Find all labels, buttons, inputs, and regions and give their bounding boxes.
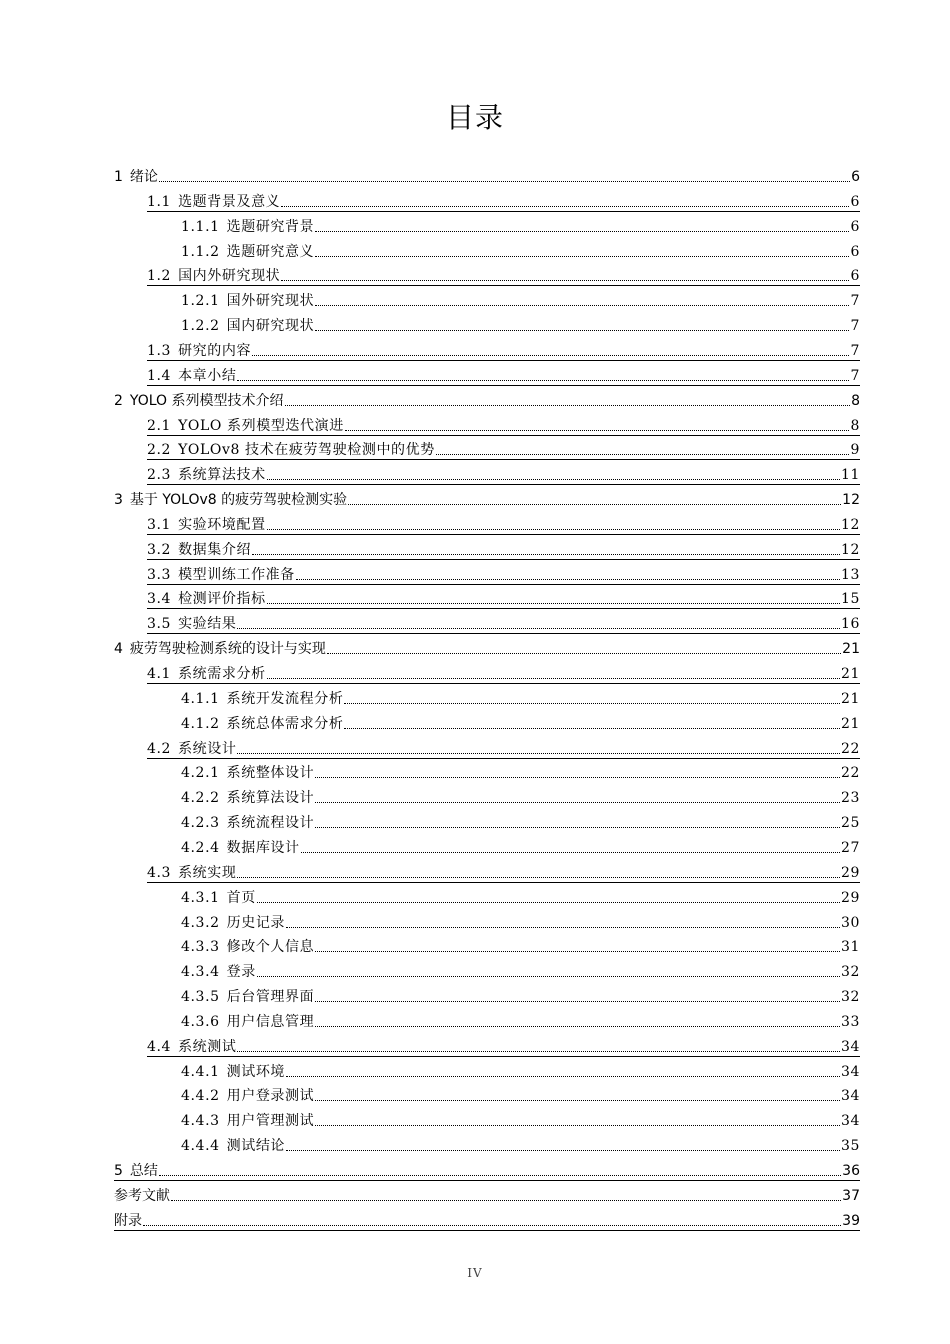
toc-entry-label: 登录 xyxy=(226,964,256,981)
toc-entry-number: 4.4.3 xyxy=(181,1113,220,1130)
toc-entry[interactable] xyxy=(114,390,860,410)
toc-entry-page: 29 xyxy=(840,864,860,881)
toc-entry-label: 数据库设计 xyxy=(226,839,300,856)
toc-entry-page: 29 xyxy=(840,889,860,906)
toc-entry[interactable] xyxy=(147,464,860,485)
toc-entry-page: 15 xyxy=(840,591,860,608)
toc-entry-page: 34 xyxy=(840,1113,860,1130)
toc-dot-leader xyxy=(315,329,849,331)
toc-entry-label: 首页 xyxy=(226,889,256,906)
toc-entry[interactable] xyxy=(114,489,860,509)
toc-dot-leader xyxy=(286,926,840,928)
toc-entry[interactable] xyxy=(114,638,860,658)
toc-entry[interactable] xyxy=(147,365,860,386)
toc-entry-number: 3.1 xyxy=(147,516,172,533)
toc-entry-label: 绪论 xyxy=(129,169,158,185)
toc-entry-number: 2.1 xyxy=(147,417,172,434)
toc-dot-leader xyxy=(315,1099,840,1101)
toc-entry-number: 4.4.2 xyxy=(181,1088,220,1105)
toc-entry-label: 选题研究背景 xyxy=(226,218,315,235)
toc-entry-label: 国内外研究现状 xyxy=(178,268,281,285)
toc-dot-leader xyxy=(171,1199,841,1201)
toc-entry[interactable] xyxy=(181,1085,860,1105)
toc-entry[interactable] xyxy=(181,837,860,857)
toc-entry-label: 测试结论 xyxy=(226,1138,286,1155)
toc-entry-label: 实验环境配置 xyxy=(178,516,266,533)
toc-entry[interactable] xyxy=(181,290,860,310)
toc-dot-leader xyxy=(315,950,840,952)
toc-entry-label: 系统设计 xyxy=(178,740,237,757)
toc-entry-number: 3.4 xyxy=(147,591,172,608)
toc-entry-number: 2.2 xyxy=(147,442,172,459)
toc-entry-label: 系统开发流程分析 xyxy=(226,690,344,707)
toc-entry-label: 后台管理界面 xyxy=(226,989,315,1006)
toc-entry-label: 研究的内容 xyxy=(178,342,252,359)
toc-entry-label: 本章小结 xyxy=(178,367,237,384)
toc-entry[interactable] xyxy=(147,1036,860,1057)
toc-dot-leader xyxy=(348,503,841,505)
toc-entry-page: 8 xyxy=(851,392,860,409)
toc-entry-label: 总结 xyxy=(129,1163,158,1179)
toc-dot-leader xyxy=(237,876,840,878)
toc-entry-number: 4.4.4 xyxy=(181,1138,220,1155)
toc-entry-label: 历史记录 xyxy=(226,914,286,931)
toc-entry-page: 34 xyxy=(840,1038,860,1055)
toc-entry-number: 3.3 xyxy=(147,566,172,583)
toc-entry-page: 35 xyxy=(840,1138,860,1155)
toc-entry-number: 4.2.4 xyxy=(181,839,220,856)
toc-entry[interactable] xyxy=(181,961,860,981)
toc-entry-number: 4.1.1 xyxy=(181,690,220,707)
toc-entry[interactable] xyxy=(114,1210,860,1231)
toc-entry[interactable] xyxy=(147,415,860,436)
toc-entry[interactable] xyxy=(114,166,860,186)
toc-entry-page: 34 xyxy=(840,1063,860,1080)
toc-dot-leader xyxy=(286,1075,840,1077)
toc-entry[interactable] xyxy=(181,936,860,956)
toc-dot-leader xyxy=(237,379,849,381)
toc-dot-leader xyxy=(267,528,840,530)
toc-dot-leader xyxy=(345,429,850,431)
toc-dot-leader xyxy=(301,851,840,853)
toc-dot-leader xyxy=(315,1000,840,1002)
toc-entry-label: 修改个人信息 xyxy=(226,939,315,956)
toc-entry[interactable] xyxy=(181,912,860,932)
toc-entry-page: 7 xyxy=(850,293,860,310)
toc-entry-label: 国外研究现状 xyxy=(226,293,315,310)
toc-entry-page: 6 xyxy=(850,268,860,285)
toc-entry-number: 1.4 xyxy=(147,367,172,384)
toc-dot-leader xyxy=(327,652,841,654)
toc-entry[interactable] xyxy=(181,241,860,261)
toc-entry-page: 13 xyxy=(840,566,860,583)
toc-entry-label: 检测评价指标 xyxy=(178,591,266,608)
toc-entry-number: 1.2.2 xyxy=(181,318,220,335)
toc-entry-page: 7 xyxy=(850,318,860,335)
toc-entry-label: 系统测试 xyxy=(178,1038,237,1055)
toc-entry-page: 39 xyxy=(842,1212,860,1229)
toc-dot-leader xyxy=(159,1174,841,1176)
toc-entry-number: 1.3 xyxy=(147,342,172,359)
toc-entry-page: 22 xyxy=(840,740,860,757)
toc-entry[interactable] xyxy=(181,713,860,733)
toc-entry-number: 4.3.6 xyxy=(181,1013,220,1030)
toc-dot-leader xyxy=(252,354,849,356)
toc-dot-leader xyxy=(315,230,849,232)
toc-entry-page: 6 xyxy=(850,193,860,210)
toc-entry-page: 8 xyxy=(850,417,860,434)
toc-entry-page: 21 xyxy=(842,641,860,658)
toc-entry-label: 用户信息管理 xyxy=(226,1013,315,1030)
toc-entry-page: 33 xyxy=(840,1013,860,1030)
page-title: 目录 xyxy=(445,101,504,134)
toc-entry-page: 31 xyxy=(840,939,860,956)
toc-entry[interactable] xyxy=(147,663,860,684)
toc-entry[interactable] xyxy=(147,564,860,585)
toc-entry-label: 数据集介绍 xyxy=(178,541,252,558)
toc-entry-label: 用户登录测试 xyxy=(226,1088,315,1105)
toc-entry-label: 测试环境 xyxy=(226,1063,286,1080)
toc-dot-leader xyxy=(237,752,840,754)
toc-entry-label: 选题研究意义 xyxy=(226,243,315,260)
toc-dot-leader xyxy=(315,1124,840,1126)
toc-entry-page: 37 xyxy=(842,1187,860,1204)
toc-entry[interactable] xyxy=(147,613,860,634)
toc-entry-page: 6 xyxy=(851,169,860,185)
toc-entry-number: 1.1.1 xyxy=(181,218,220,235)
toc-entry-number: 4.2.1 xyxy=(181,765,220,782)
toc-entry-label: 系统整体设计 xyxy=(226,765,315,782)
toc-entry-page: 16 xyxy=(840,616,860,633)
toc-entry-label: 疲劳驾驶检测系统的设计与实现 xyxy=(129,641,326,658)
toc-entry-page: 7 xyxy=(850,367,860,384)
toc-entry-label: YOLOv8 技术在疲劳驾驶检测中的优势 xyxy=(178,442,435,459)
toc-entry[interactable] xyxy=(147,265,860,286)
toc-entry[interactable] xyxy=(147,539,860,560)
toc-entry[interactable] xyxy=(147,340,860,361)
toc-entry-number: 1.1 xyxy=(147,193,172,210)
toc-dot-leader xyxy=(281,205,849,207)
toc-entry-number: 1.2.1 xyxy=(181,293,220,310)
toc-entry-label: YOLO 系列模型技术介绍 xyxy=(129,392,284,409)
page-footer-number: IV xyxy=(467,1266,483,1280)
toc-entry-page: 25 xyxy=(840,815,860,832)
toc-entry[interactable] xyxy=(181,315,860,335)
toc-entry-page: 32 xyxy=(840,964,860,981)
toc-dot-leader xyxy=(281,279,849,281)
toc-dot-leader xyxy=(267,602,840,604)
toc-entry[interactable] xyxy=(114,1185,860,1205)
toc-entry-label: 系统需求分析 xyxy=(178,666,266,682)
toc-dot-leader xyxy=(267,478,840,480)
toc-entry[interactable] xyxy=(181,1061,860,1081)
toc-entry-page: 6 xyxy=(850,243,860,260)
toc-entry-label: 模型训练工作准备 xyxy=(178,566,295,583)
toc-entry-page: 22 xyxy=(840,765,860,782)
toc-entry-number: 2 xyxy=(114,392,123,409)
toc-entry[interactable] xyxy=(114,1160,860,1181)
toc-dot-leader xyxy=(436,453,850,455)
toc-dot-leader xyxy=(315,776,840,778)
toc-entry-page: 9 xyxy=(850,442,860,459)
toc-entry-label: 用户管理测试 xyxy=(226,1113,315,1130)
toc-entry[interactable] xyxy=(147,514,860,535)
toc-entry-label: 系统算法技术 xyxy=(178,467,266,484)
toc-entry-page: 21 xyxy=(840,666,860,682)
toc-entry[interactable] xyxy=(181,1011,860,1031)
toc-entry-number: 4.3.3 xyxy=(181,939,220,956)
toc-entry[interactable] xyxy=(181,812,860,832)
toc-entry-page: 21 xyxy=(840,690,860,707)
toc-entry-label: YOLO 系列模型迭代演进 xyxy=(178,417,344,434)
toc-entry[interactable] xyxy=(181,1135,860,1155)
toc-entry[interactable] xyxy=(181,887,860,907)
toc-dot-leader xyxy=(257,975,840,977)
toc-entry-number: 4.2.2 xyxy=(181,790,220,807)
toc-entry-number: 3 xyxy=(114,492,123,509)
toc-entry-page: 12 xyxy=(840,516,860,533)
toc-entry-number: 4.3.1 xyxy=(181,889,220,906)
toc-entry-number: 4 xyxy=(114,641,123,658)
toc-entry-number: 2.3 xyxy=(147,467,172,484)
toc-entry-number: 5 xyxy=(114,1163,123,1179)
toc-entry[interactable] xyxy=(147,588,860,609)
toc-dot-leader xyxy=(257,901,840,903)
toc-entry-label: 系统算法设计 xyxy=(226,790,315,807)
toc-dot-leader xyxy=(315,304,849,306)
toc-entry[interactable] xyxy=(147,862,860,883)
toc-entry-page: 12 xyxy=(840,541,860,558)
toc-entry-number: 3.5 xyxy=(147,616,172,633)
toc-entry-label: 系统实现 xyxy=(178,864,237,881)
toc-entry[interactable] xyxy=(147,738,860,759)
toc-entry-number: 1.2 xyxy=(147,268,172,285)
toc-entry-page: 30 xyxy=(840,914,860,931)
toc-entry-page: 32 xyxy=(840,989,860,1006)
toc-entry-number: 4.4.1 xyxy=(181,1063,220,1080)
toc-entry-label: 附录 xyxy=(114,1212,142,1229)
toc-entry-page: 36 xyxy=(842,1163,860,1179)
toc-dot-leader xyxy=(285,404,851,406)
toc-entry[interactable] xyxy=(181,762,860,782)
toc-entry-label: 系统流程设计 xyxy=(226,815,315,832)
toc-dot-leader xyxy=(315,826,840,828)
toc-entry-label: 实验结果 xyxy=(178,616,237,633)
toc-dot-leader xyxy=(344,702,840,704)
toc-entry[interactable] xyxy=(181,216,860,236)
toc-entry[interactable] xyxy=(181,787,860,807)
toc-entry-number: 3.2 xyxy=(147,541,172,558)
toc-entry-number: 4.2.3 xyxy=(181,815,220,832)
toc-dot-leader xyxy=(252,553,840,555)
toc-entry-number: 4.2 xyxy=(147,740,172,757)
toc-entry-page: 27 xyxy=(840,839,860,856)
toc-entry-page: 21 xyxy=(840,715,860,732)
toc-entry-page: 6 xyxy=(850,218,860,235)
toc-dot-leader xyxy=(315,801,840,803)
toc-dot-leader xyxy=(315,255,849,257)
toc-dot-leader xyxy=(315,1025,840,1027)
toc-entry-page: 7 xyxy=(850,342,860,359)
toc-entry-page: 11 xyxy=(840,467,860,484)
toc-entry-label: 参考文献 xyxy=(114,1187,170,1204)
toc-entry-page: 34 xyxy=(840,1088,860,1105)
toc-entry-label: 系统总体需求分析 xyxy=(226,715,344,732)
toc-entry-label: 基于 YOLOv8 的疲劳驾驶检测实验 xyxy=(129,492,348,509)
toc-entry-number: 4.3.5 xyxy=(181,989,220,1006)
toc-dot-leader xyxy=(286,1149,840,1151)
toc-entry-number: 1.1.2 xyxy=(181,243,220,260)
toc-entry-page: 23 xyxy=(840,790,860,807)
toc-entry-label: 国内研究现状 xyxy=(226,318,315,335)
toc-dot-leader xyxy=(267,677,840,679)
toc-entry-label: 选题背景及意义 xyxy=(178,193,281,210)
toc-entry-number: 1 xyxy=(114,169,123,185)
toc-entry-page: 12 xyxy=(842,492,860,509)
toc-dot-leader xyxy=(296,578,840,580)
toc-entry[interactable] xyxy=(181,688,860,708)
toc-dot-leader xyxy=(237,1050,840,1052)
toc-entry[interactable] xyxy=(181,1110,860,1130)
toc-dot-leader xyxy=(237,627,840,629)
toc-entry-number: 4.3.4 xyxy=(181,964,220,981)
toc-entry[interactable] xyxy=(181,986,860,1006)
toc-entry[interactable] xyxy=(147,439,860,460)
toc-dot-leader xyxy=(159,180,850,182)
toc-dot-leader xyxy=(344,727,840,729)
toc-entry-number: 4.4 xyxy=(147,1038,172,1055)
toc-entry-number: 4.1 xyxy=(147,666,172,682)
toc-dot-leader xyxy=(143,1224,841,1226)
toc-entry-number: 4.3 xyxy=(147,864,172,881)
toc-entry-number: 4.3.2 xyxy=(181,914,220,931)
toc-entry-number: 4.1.2 xyxy=(181,715,220,732)
toc-entry[interactable] xyxy=(147,191,860,212)
